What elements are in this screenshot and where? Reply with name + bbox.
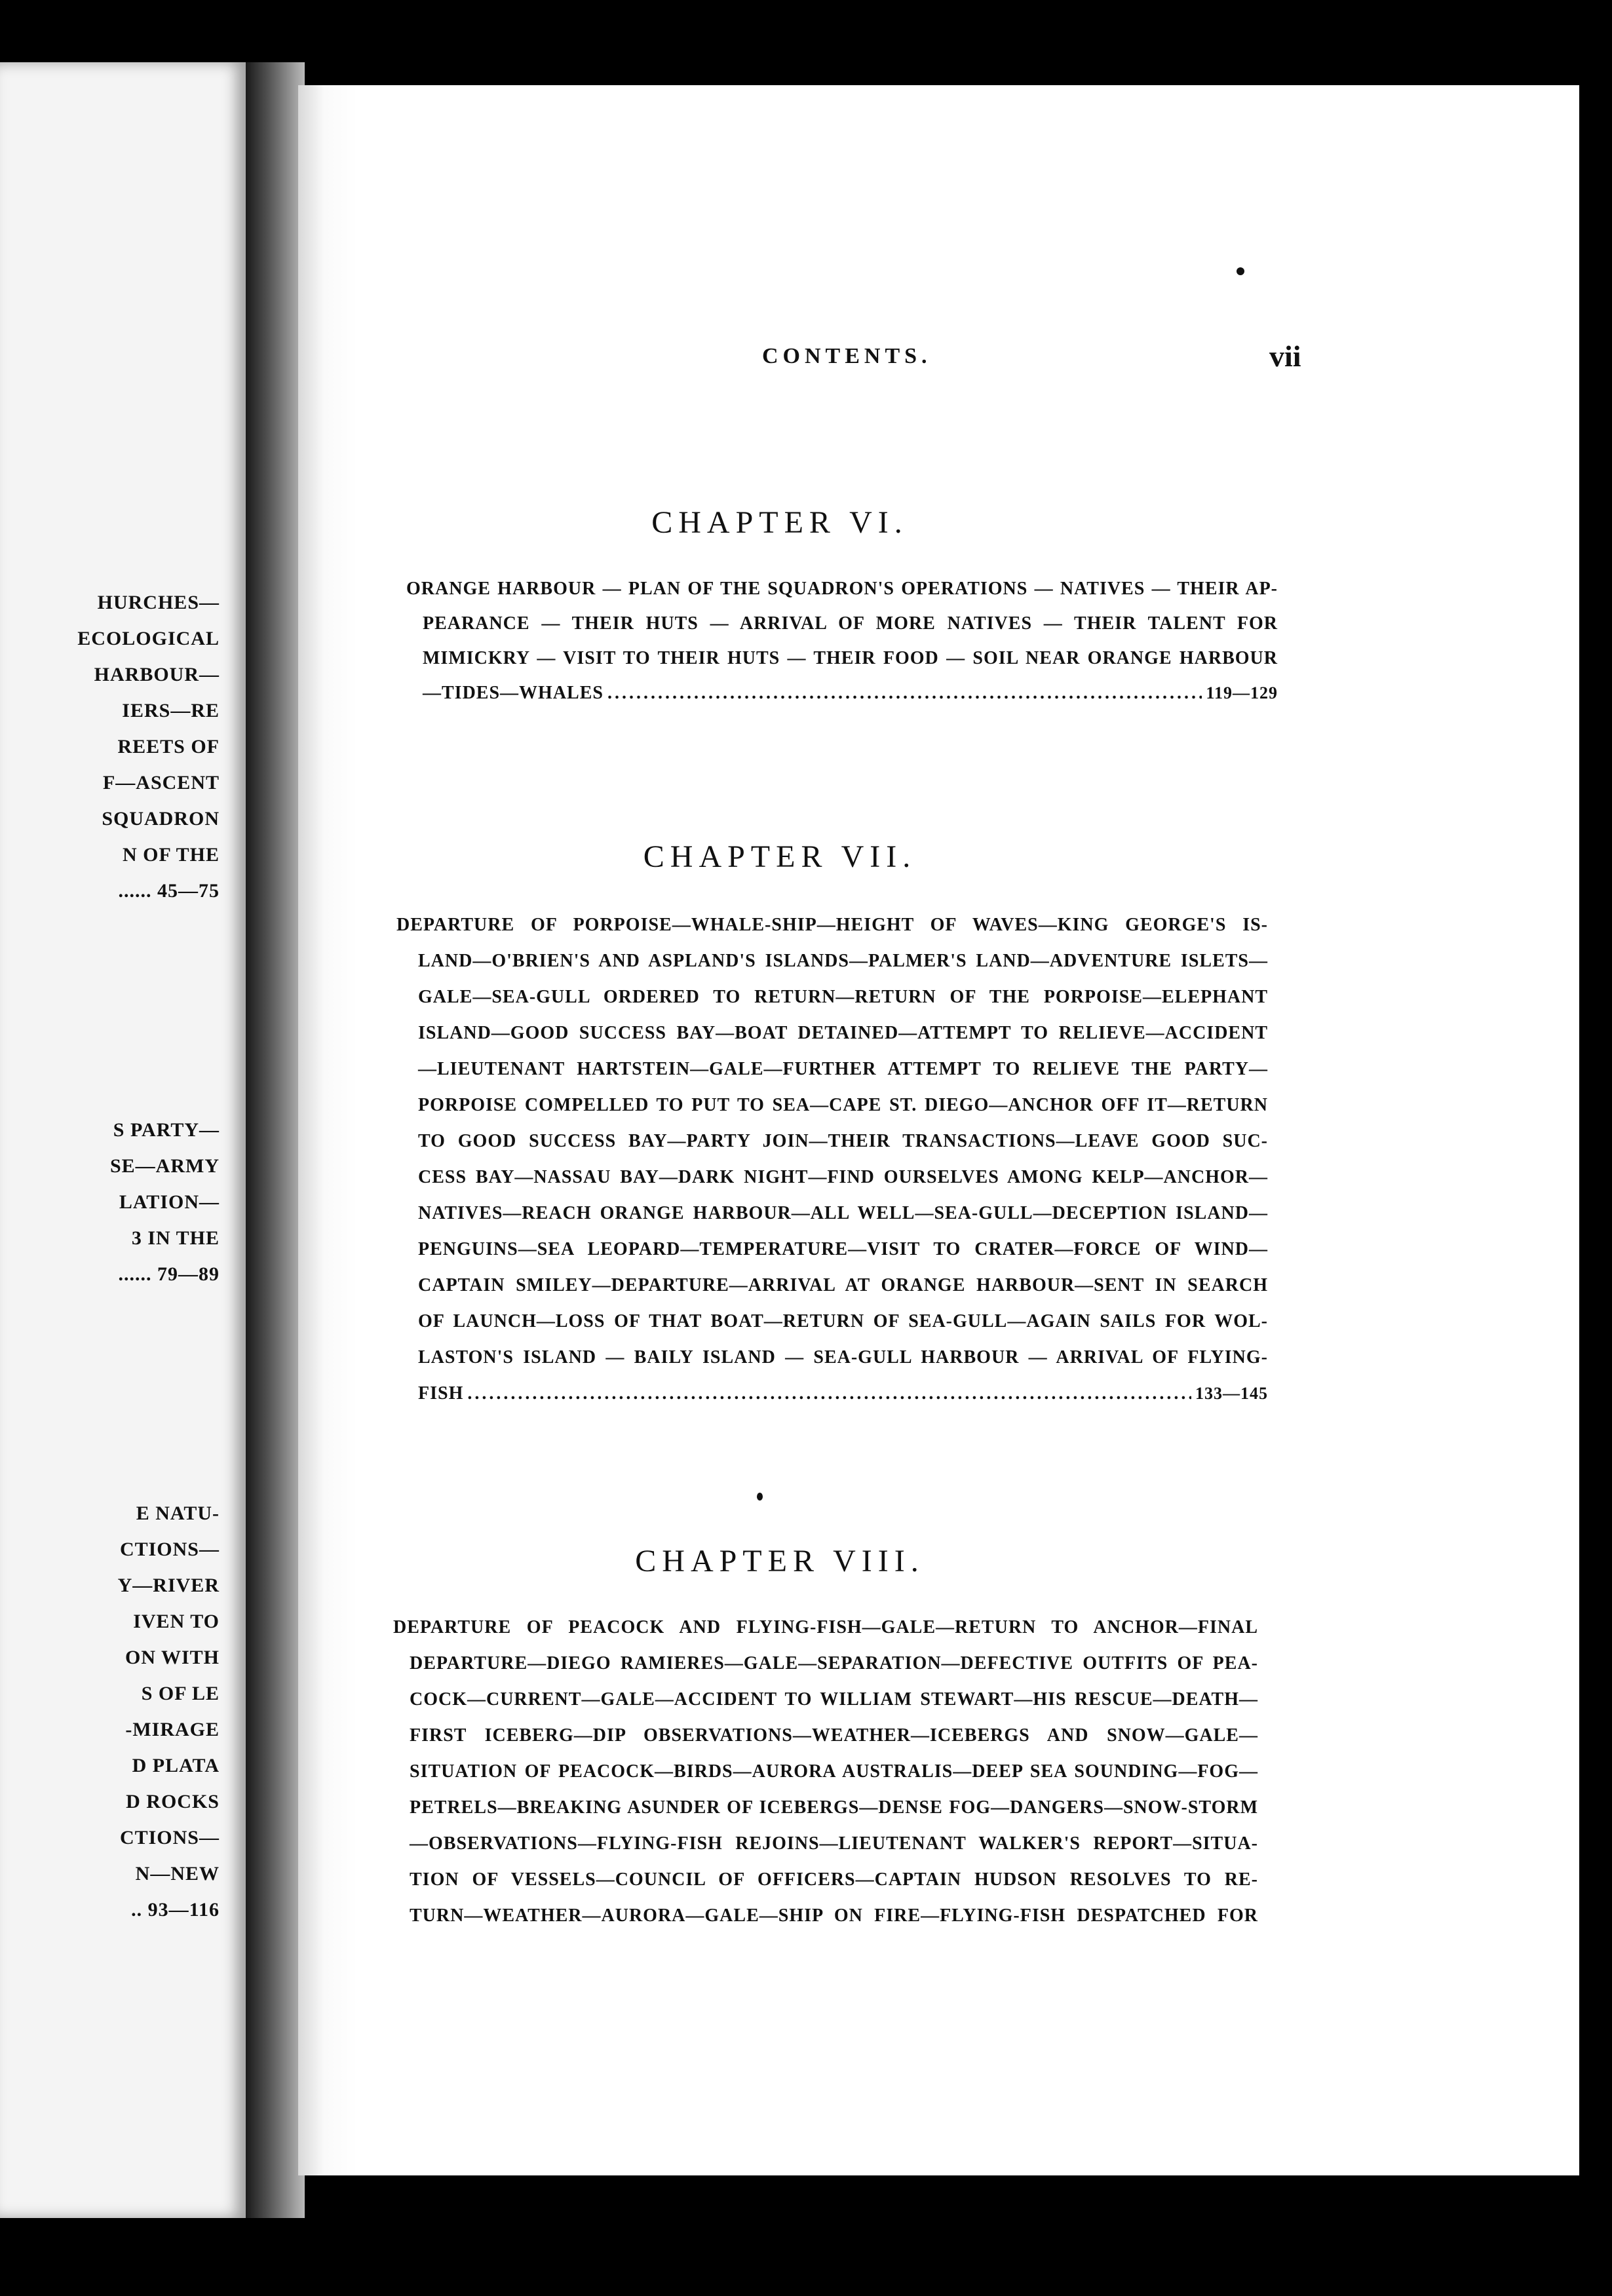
left-fragment: ...... 45—75 xyxy=(118,880,220,902)
left-fragment: 3 IN THE xyxy=(131,1227,220,1249)
chapter-title: CHAPTER VIII. xyxy=(635,1544,925,1578)
synopsis-line: CAPTAIN SMILEY—DEPARTURE—ARRIVAL AT ORANGE HARBOUR—SENT IN SEARCH xyxy=(418,1275,1268,1295)
ink-speck xyxy=(1237,267,1244,275)
synopsis-line: SITUATION OF PEACOCK—BIRDS—AURORA AUSTRALIS—DEEP SEA SOUNDING—FOG— xyxy=(410,1761,1258,1782)
left-fragment: S PARTY— xyxy=(113,1119,220,1141)
synopsis-line: TION OF VESSELS—COUNCIL OF OFFICERS—CAPTAIN HUDSON RESOLVES TO RE- xyxy=(410,1869,1258,1890)
synopsis-last-line xyxy=(418,1385,1268,1403)
left-fragment: ...... 79—89 xyxy=(118,1263,220,1285)
ink-speck xyxy=(757,1493,763,1501)
left-fragment: .. 93—116 xyxy=(131,1899,220,1921)
synopsis-line: PETRELS—BREAKING ASUNDER OF ICEBERGS—DENSE FOG—DANGERS—SNOW-STORM xyxy=(410,1797,1258,1818)
left-fragment: N—NEW xyxy=(135,1863,220,1885)
left-fragment: E NATU- xyxy=(136,1502,220,1524)
left-fragment: D ROCKS xyxy=(126,1791,220,1812)
synopsis-line: PEARANCE — THEIR HUTS — ARRIVAL OF MORE NATIVES — THEIR TALENT FOR xyxy=(423,613,1278,634)
synopsis-line: —OBSERVATIONS—FLYING-FISH REJOINS—LIEUTENANT WALKER'S REPORT—SITUA- xyxy=(410,1833,1258,1854)
running-title: CONTENTS. xyxy=(762,344,932,368)
synopsis-line: LAND—O'BRIEN'S AND ASPLAND'S ISLANDS—PALMER'S LAND—ADVENTURE ISLETS— xyxy=(418,951,1268,971)
synopsis-line: DEPARTURE OF PORPOISE—WHALE-SHIP—HEIGHT OF WAVES—KING GEORGE'S IS- xyxy=(396,915,1268,935)
left-fragment: SE—ARMY xyxy=(109,1155,220,1177)
synopsis-line: COCK—CURRENT—GALE—ACCIDENT TO WILLIAM STEWART—HIS RESCUE—DEATH— xyxy=(410,1689,1258,1710)
page-range: 133—145 xyxy=(1195,1384,1268,1403)
left-fragment: ECOLOGICAL xyxy=(77,628,220,649)
chapter-title: CHAPTER VI. xyxy=(651,505,908,540)
page-number: vii xyxy=(1269,339,1301,373)
synopsis-line: ORANGE HARBOUR — PLAN OF THE SQUADRON'S OPERATIONS — NATIVES — THEIR AP- xyxy=(406,579,1278,599)
left-fragment: SQUADRON xyxy=(102,808,220,830)
book-gutter xyxy=(246,62,305,2218)
synopsis-last-line xyxy=(423,684,1278,702)
page-range: 119—129 xyxy=(1206,683,1278,702)
synopsis-line: TURN—WEATHER—AURORA—GALE—SHIP ON FIRE—FLYING-FISH DESPATCHED FOR xyxy=(410,1905,1258,1926)
synopsis-line: —TIDES—WHALES xyxy=(423,683,604,703)
left-fragment: CTIONS— xyxy=(119,1827,220,1848)
synopsis-line: CESS BAY—NASSAU BAY—DARK NIGHT—FIND OURSELVES AMONG KELP—ANCHOR— xyxy=(418,1167,1268,1187)
left-fragment: LATION— xyxy=(119,1191,220,1213)
synopsis-line: ISLAND—GOOD SUCCESS BAY—BOAT DETAINED—ATTEMPT TO RELIEVE—ACCIDENT xyxy=(418,1023,1268,1043)
synopsis-line: —LIEUTENANT HARTSTEIN—GALE—FURTHER ATTEMPT TO RELIEVE THE PARTY— xyxy=(418,1059,1268,1079)
synopsis-line: NATIVES—REACH ORANGE HARBOUR—ALL WELL—SEA-GULL—DECEPTION ISLAND— xyxy=(418,1203,1268,1223)
synopsis-line: LASTON'S ISLAND — BAILY ISLAND — SEA-GULL HARBOUR — ARRIVAL OF FLYING- xyxy=(418,1347,1268,1368)
synopsis-line: FISH xyxy=(418,1383,464,1404)
left-facing-page xyxy=(0,62,246,2218)
left-fragment: Y—RIVER xyxy=(117,1575,220,1596)
left-fragment: ON WITH xyxy=(125,1647,220,1668)
synopsis-line: PENGUINS—SEA LEOPARD—TEMPERATURE—VISIT TO CRATER—FORCE OF WIND— xyxy=(418,1239,1268,1259)
contents-page xyxy=(298,85,1579,2175)
synopsis-line: OF LAUNCH—LOSS OF THAT BOAT—RETURN OF SEA-GULL—AGAIN SAILS FOR WOL- xyxy=(418,1311,1268,1331)
left-fragment: REETS OF xyxy=(117,736,220,757)
left-fragment: D PLATA xyxy=(132,1755,220,1776)
synopsis-line: GALE—SEA-GULL ORDERED TO RETURN—RETURN OF THE PORPOISE—ELEPHANT xyxy=(418,987,1268,1007)
left-fragment: IVEN TO xyxy=(133,1611,220,1632)
dot-leader xyxy=(467,1385,1191,1403)
dot-leader xyxy=(607,684,1202,702)
synopsis-line: TO GOOD SUCCESS BAY—PARTY JOIN—THEIR TRANSACTIONS—LEAVE GOOD SUC- xyxy=(418,1131,1268,1151)
synopsis-line: FIRST ICEBERG—DIP OBSERVATIONS—WEATHER—ICEBERGS AND SNOW—GALE— xyxy=(410,1725,1258,1746)
left-fragment: IERS—RE xyxy=(122,700,220,721)
synopsis-line: DEPARTURE—DIEGO RAMIERES—GALE—SEPARATION—DEFECTIVE OUTFITS OF PEA- xyxy=(410,1653,1258,1674)
left-fragment: HURCHES— xyxy=(97,592,220,613)
synopsis-line: MIMICKRY — VISIT TO THEIR HUTS — THEIR FOOD — SOIL NEAR ORANGE HARBOUR xyxy=(423,648,1278,668)
left-fragment: N OF THE xyxy=(122,844,220,866)
synopsis-line: PORPOISE COMPELLED TO PUT TO SEA—CAPE ST. DIEGO—ANCHOR OFF IT—RETURN xyxy=(418,1095,1268,1115)
left-fragment: F—ASCENT xyxy=(102,772,220,794)
left-fragment: CTIONS— xyxy=(119,1539,220,1560)
left-fragment: -MIRAGE xyxy=(125,1719,220,1740)
chapter-title: CHAPTER VII. xyxy=(643,839,917,874)
synopsis-line: DEPARTURE OF PEACOCK AND FLYING-FISH—GALE—RETURN TO ANCHOR—FINAL xyxy=(393,1617,1258,1637)
left-fragment: S OF LE xyxy=(141,1683,220,1704)
left-fragment: HARBOUR— xyxy=(94,664,220,685)
